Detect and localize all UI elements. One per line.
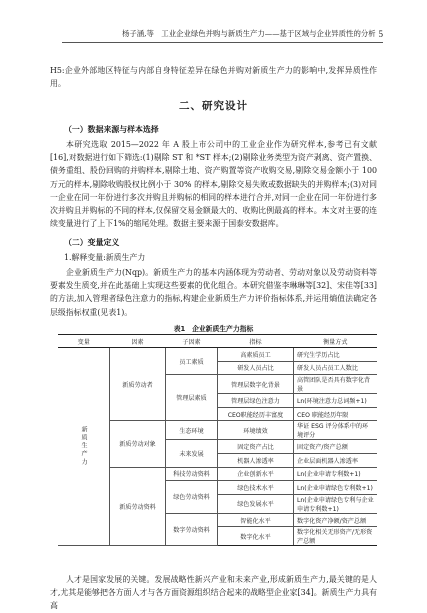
measurement-cell: 研发人员占员工人数比: [294, 361, 378, 375]
subfactor-cell: 绿色劳动资料: [166, 481, 218, 514]
measurement-cell: Ln(企业申请专利数+1): [294, 467, 378, 481]
header-factor: 因素: [110, 335, 166, 348]
measurement-cell: 高管团队是否具有数字化背景: [294, 375, 378, 394]
measurement-cell: 企业层面机器人渗透率: [294, 453, 378, 467]
paragraph-data-source: 本研究选取 2015—2022 年 A 股上市公司中的工业企业作为研究样本,参考已有文献[16],对数据进行如下筛选:(1)剔除 ST 和 *ST 样本;(2)剔除业务类型为资产剥离、资产置换、债务重组、股份回购的并购样本,剔除土地、资产购置等资产收购交易,剔除交易金额小于 100 万元的样本,剔除收购股权比例小于 30% 的样本,剔除交易失败或数据缺失的并购样本;(3)对同一企业在同一年份进行多次并购且并购标的相同的样本进行合并,对同一企业在同一年份进行多次并购且并购标的不同的样本,仅保留交易金额最大的、收购比例最高的样本。本文对主要的连续变量进行了上下1%的缩尾处理。数据主要来源于国泰安数据库。: [50, 140, 377, 229]
measurement-cell: 研究生学历占比: [294, 348, 378, 362]
subfactor-cell: 管理层素质: [166, 375, 218, 421]
measurement-cell: Ln(企业申请绿色专利数+1): [294, 481, 378, 495]
indicator-cell: 智能化水平: [218, 513, 294, 527]
measurement-cell: Ln(企业申请绿色专利与企业申请专利数+1): [294, 494, 378, 513]
header-measurement: 衡量方式: [294, 335, 378, 348]
factor-cell: 新质劳动资料: [110, 467, 166, 546]
indicator-cell: CEO职能经历丰富度: [218, 407, 294, 421]
indicator-cell: 环境绩效: [218, 421, 294, 440]
section-title: 二、研究设计: [179, 100, 248, 112]
page-number: 5: [378, 29, 383, 39]
table-header-row: [58, 335, 377, 348]
paragraph-talent: 人才是国家发展的关键。发展战略性新兴产业和未来产业,形成新质生产力,最关键的是人才,尤其是能够把各方面人才与各方面资源组织结合起来的战略型企业家[34]。新质生产力具有高: [50, 575, 377, 611]
running-title: 杨子涵,等 工业企业绿色并购与新质生产力——基于区域与企业异质性的分析: [122, 29, 376, 38]
subfactor-cell: 数字劳动资料: [166, 513, 218, 546]
table-row: [58, 348, 377, 362]
indicator-cell: 企业创新水平: [218, 467, 294, 481]
subfactor-cell: 科技劳动资料: [166, 467, 218, 481]
subfactor-cell: 未来发展: [166, 440, 218, 467]
indicator-cell: 机器人渗透率: [218, 453, 294, 467]
measurement-cell: 华证 ESG 评分体系中的环境评分: [294, 421, 378, 440]
indicator-table: [58, 334, 377, 546]
indicator-cell: 高素质员工: [218, 348, 294, 362]
factor-cell: 新质劳动对象: [110, 421, 166, 467]
header-variable: 变量: [58, 335, 110, 348]
subfactor-cell: 生态环境: [166, 421, 218, 440]
subfactor-cell: 员工素质: [166, 348, 218, 375]
indicator-cell: 研发人员占比: [218, 361, 294, 375]
measurement-cell: 固定资产/资产总额: [294, 440, 378, 454]
paragraph-new-productivity: 企业新质生产力(Nqp)。新质生产力的基本内涵体现为劳动者、劳动对象以及劳动资料等要素发生质变,并在此基础上实现这些要素的优化组合。本研究借鉴李琳琳等[32]、宋佳等[33]的方法,加入管理者绿色注意力的指标,构建企业新质生产力评价指标体系,并运用熵值法确定各层级指标权重(见表1)。: [50, 268, 377, 317]
header-subfactor: 子因素: [166, 335, 218, 348]
indicator-cell: 数字化水平: [218, 527, 294, 546]
table-caption: 表1 企业新质生产力指标: [173, 325, 254, 333]
indicator-cell: 绿色技术水平: [218, 481, 294, 495]
measurement-cell: 数字化相关无形资产/无形资产总额: [294, 527, 378, 546]
indicator-cell: 管理层数字化背景: [218, 375, 294, 394]
hypothesis-h5: H5:企业外部地区特征与内部自身特征差异在绿色并购对新质生产力的影响中,发挥异质性作用。: [50, 66, 377, 89]
header-indicator: 指标: [218, 335, 294, 348]
measurement-cell: 数字化资产净额/资产总额: [294, 513, 378, 527]
subsection-explanatory-variable: 1.解释变量:新质生产力: [64, 253, 146, 262]
indicator-cell: 管理层绿色注意力: [218, 394, 294, 408]
indicator-cell: 固定资产占比: [218, 440, 294, 454]
factor-cell: 新质劳动者: [110, 348, 166, 421]
measurement-cell: Ln(环境注意力总词频+1): [294, 394, 378, 408]
subsection-data-source: （一）数据来源与样本选择: [64, 125, 159, 134]
variable-cell: 新质生产力: [58, 348, 110, 546]
subsection-variable-definition: （二）变量定义: [64, 238, 120, 247]
indicator-cell: 绿色发展水平: [218, 494, 294, 513]
measurement-cell: CEO 职能经历年限: [294, 407, 378, 421]
running-header: [62, 28, 383, 43]
